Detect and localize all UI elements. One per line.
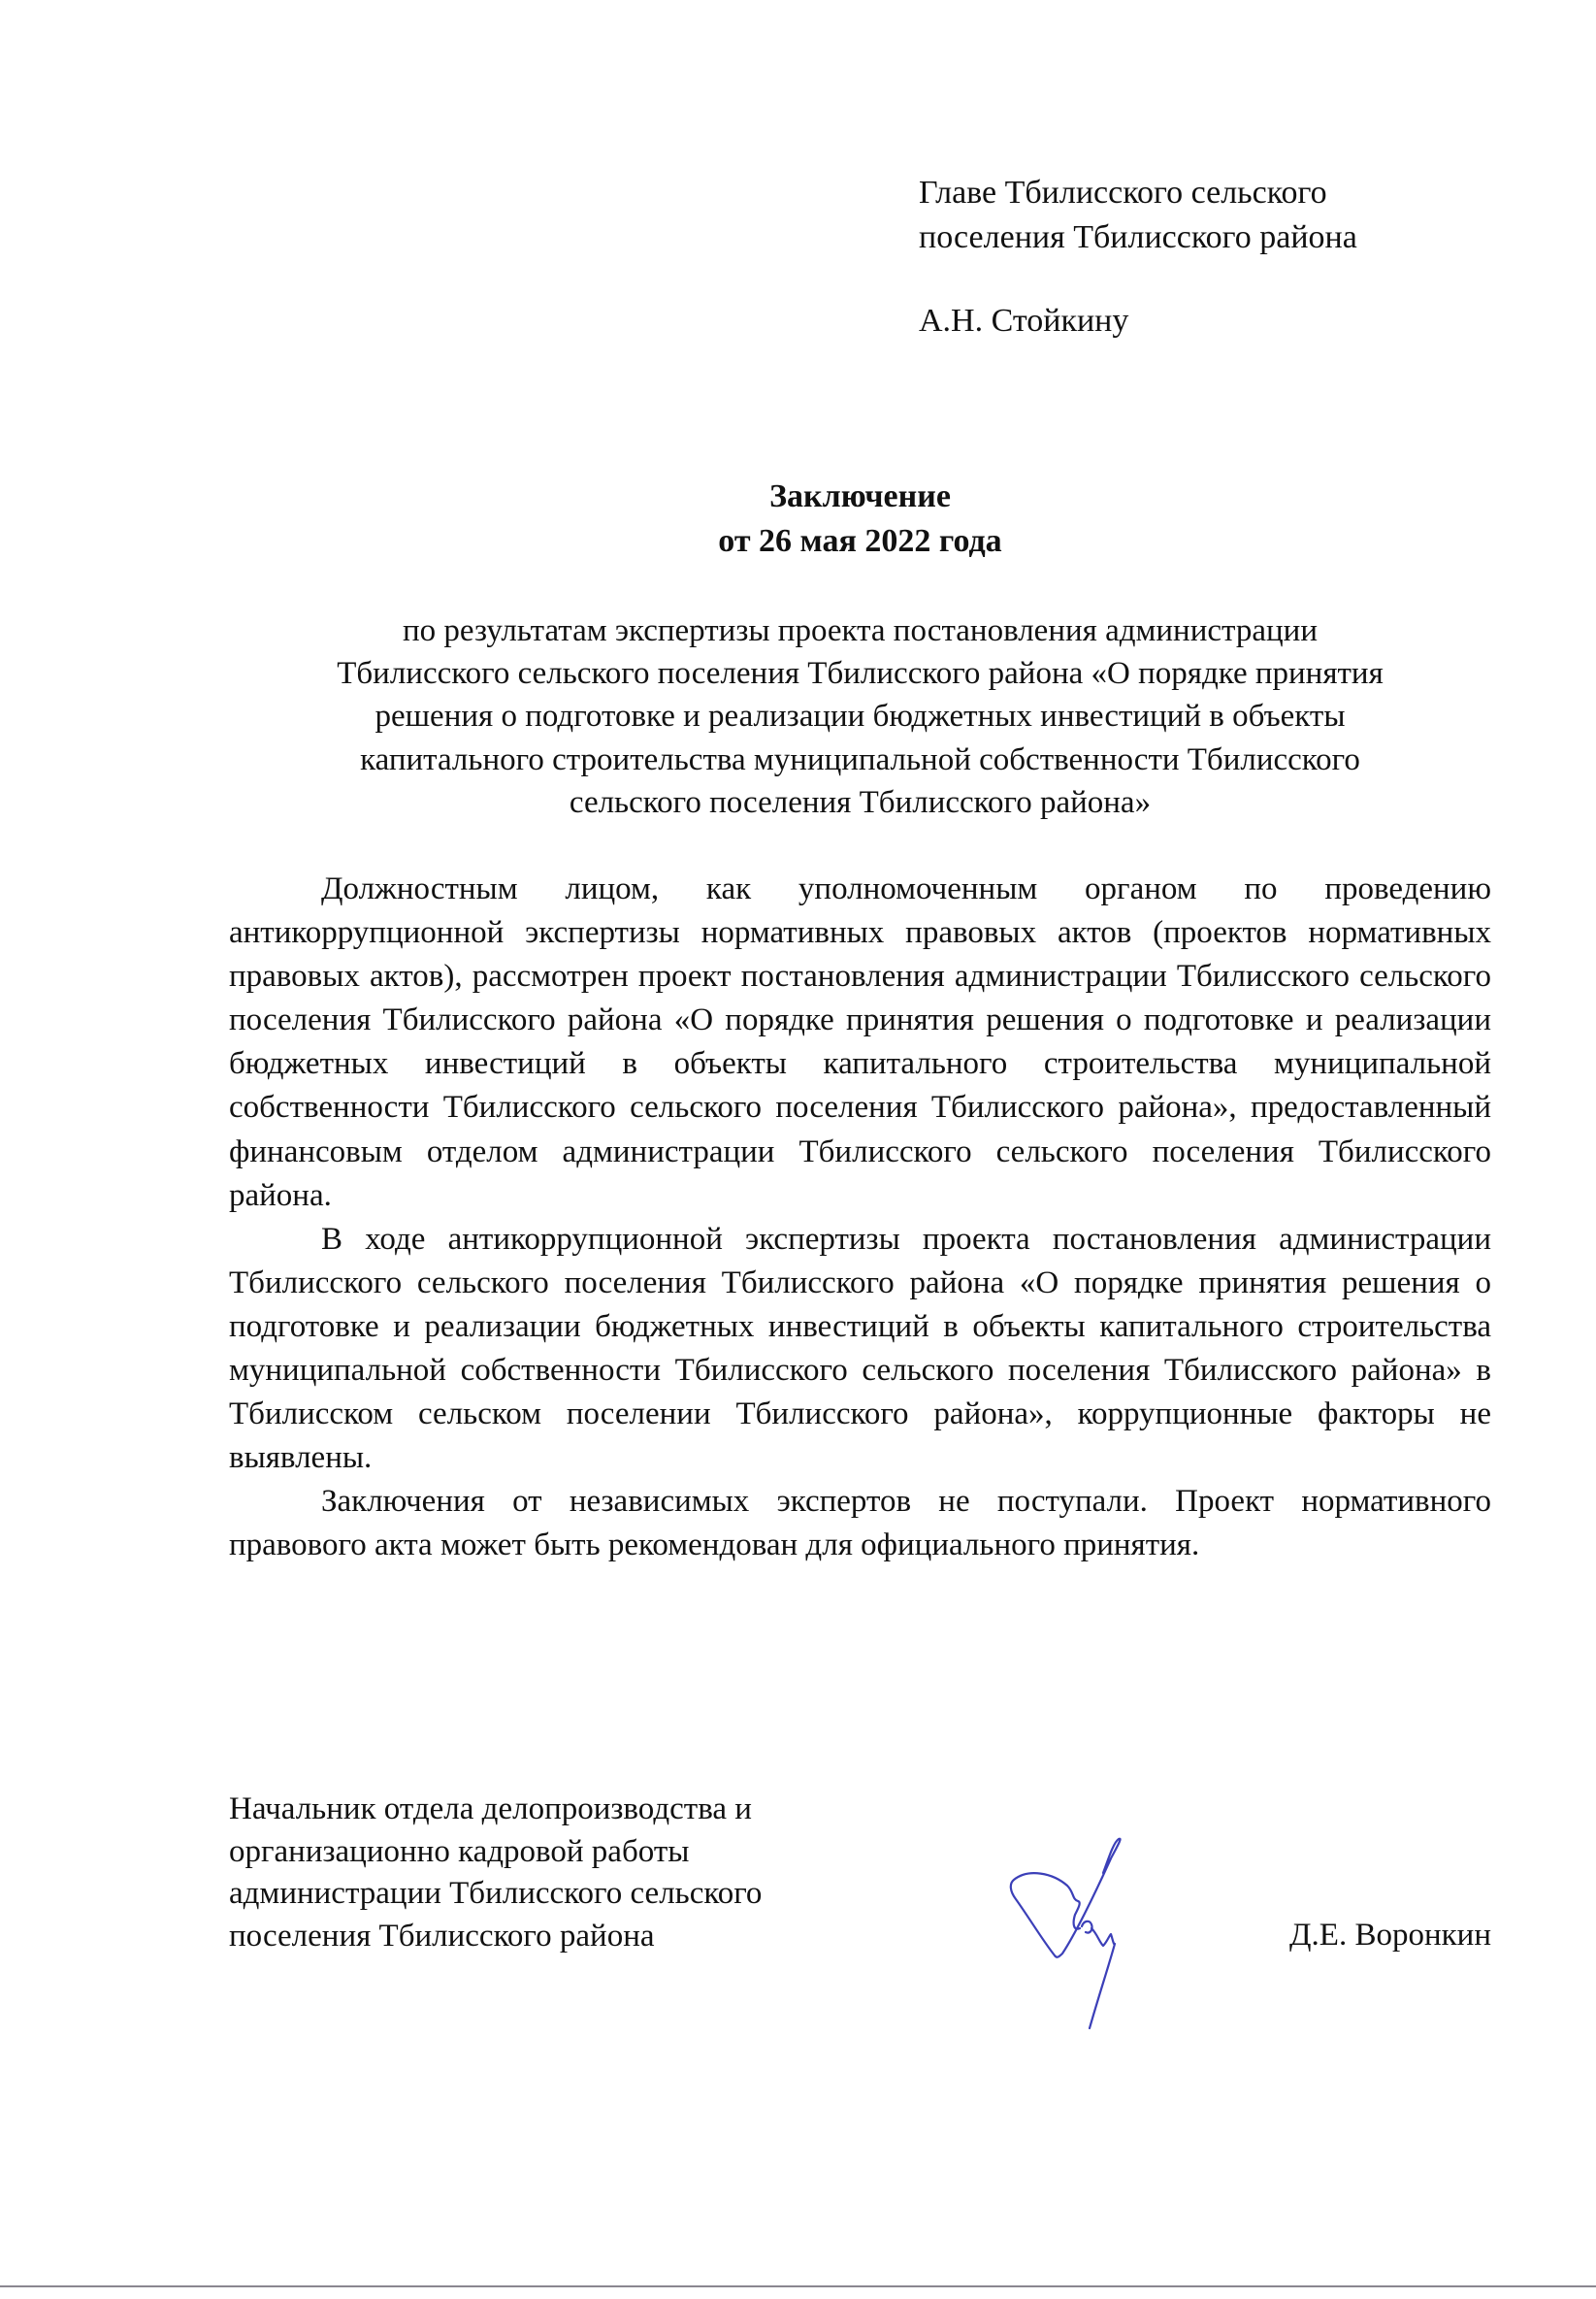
signer-position-line: организационно кадровой работы <box>229 1833 690 1869</box>
subject-line: капитального строительства муниципальной собственности Тбилисского <box>360 741 1360 777</box>
body-paragraph: Должностным лицом, как уполномоченным органом по проведению антикоррупционной экспертизы нормативных правовых актов (проектов нормативных правовых актов), рассмотрен проект постановления администрации Тбилисского сельского поселения Тбилисского района «О порядке принятия решения о подготовке и реализации бюджетных инвестиций в объекты капитального строительства муниципальной собственности Тбилисского сельского поселения Тбилисского района», предоставленный финансовым отделом администрации Тбилисского сельского поселения Тбилисского района. <box>229 871 1491 1213</box>
signer-position-line: Начальник отдела делопроизводства и <box>229 1791 752 1826</box>
title-date: от 26 мая 2022 года <box>718 523 1002 559</box>
addressee-name: А.Н. Стойкину <box>919 303 1129 339</box>
addressee-line: поселения Тбилисского района <box>919 219 1357 255</box>
page-edge-line <box>0 2285 1596 2287</box>
subject-line: по результатам экспертизы проекта постановления администрации <box>403 613 1318 648</box>
handwritten-signature <box>985 1820 1140 2048</box>
subject-line: решения о подготовке и реализации бюджетных инвестиций в объекты <box>375 699 1346 735</box>
addressee-block <box>919 171 1357 344</box>
body-paragraph: В ходе антикоррупционной экспертизы проекта постановления администрации Тбилисского сельского поселения Тбилисского района «О порядке принятия решения о подготовке и реализации бюджетных инвестиций в объекты капитального строительства муниципальной собственности Тбилисского сельского поселения Тбилисского района» в Тбилисском сельском поселении Тбилисского района», коррупционные факторы не выявлены. <box>229 1221 1491 1476</box>
document-subject <box>229 609 1491 824</box>
subject-line: сельского поселения Тбилисского района» <box>569 784 1152 820</box>
signer-position <box>229 1789 762 1957</box>
spacer <box>919 260 1357 299</box>
body-paragraph: Заключения от независимых экспертов не поступали. Проект нормативного правового акта может быть рекомендован для официального принятия. <box>229 1484 1491 1563</box>
signature-stroke <box>1011 1839 1121 2028</box>
signer-position-line: поселения Тбилисского района <box>229 1918 655 1954</box>
signer-name: Д.Е. Воронкин <box>1289 1918 1491 1953</box>
document-body <box>229 868 1491 1568</box>
title-heading: Заключение <box>769 478 951 514</box>
signer-position-line: администрации Тбилисского сельского <box>229 1876 763 1911</box>
subject-line: Тбилисского сельского поселения Тбилисского района «О порядке принятия <box>337 656 1384 692</box>
document-title <box>229 475 1491 564</box>
addressee-line: Главе Тбилисского сельского <box>919 175 1327 211</box>
